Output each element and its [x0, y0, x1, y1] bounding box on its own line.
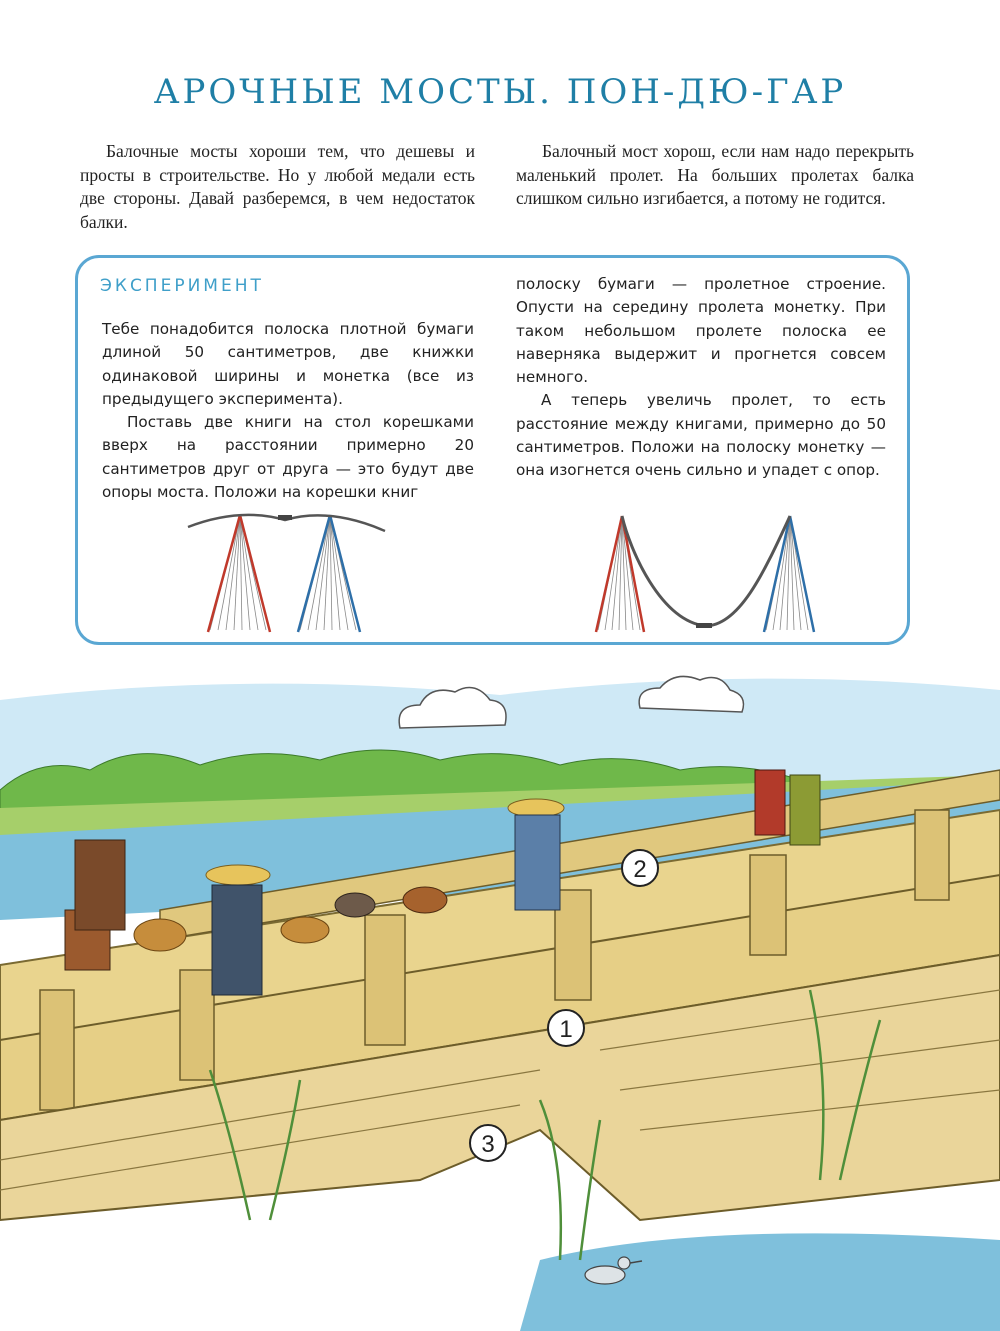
- intro-left-paragraph: Балочные мосты хороши тем, что дешевы и просты в строительстве. Но у любой медали есть две стороны. Давай разберемся, в чем недостаток балки.: [80, 141, 475, 232]
- experiment-left-column: [102, 318, 474, 504]
- large-span-figure: [590, 510, 830, 635]
- marker-1: [548, 1010, 584, 1046]
- experiment-heading: ЭКСПЕРИМЕНТ: [100, 276, 264, 296]
- coin: [278, 515, 292, 520]
- marker-1-label: 1: [559, 1016, 573, 1043]
- intro-right-paragraph: Балочный мост хорош, если нам надо перекрыть маленький пролет. На больших пролетах балка слишком сильно изгибается, а потому не годится.: [516, 141, 914, 208]
- experiment-paragraph-3: полоску бумаги — пролетное строение. Опусти на середину пролета монетку. При таком небольшом пролете полоска ее наверняка выдержит и прогнется совсем немного.: [516, 275, 886, 387]
- marker-3-label: 3: [481, 1131, 495, 1158]
- experiment-right-column: [516, 273, 886, 483]
- marker-3: [470, 1125, 506, 1161]
- marker-2-label: 2: [633, 856, 647, 883]
- coin: [696, 623, 712, 628]
- bridge-illustration: [0, 660, 1000, 1331]
- page-title: АРОЧНЫЕ МОСТЫ. ПОН-ДЮ-ГАР: [153, 72, 847, 112]
- right-book-covers: [764, 516, 814, 632]
- experiment-paragraph-4: А теперь увеличь пролет, то есть расстояние между книгами, примерно до 50 сантиметров. Положи на полоску монетку — она изогнется очень сильно и упадет с опор.: [516, 391, 886, 480]
- right-book-pages: [300, 515, 356, 630]
- small-span-figure: [180, 505, 390, 635]
- left-book-covers: [596, 516, 644, 632]
- left-book-pages: [210, 515, 266, 630]
- experiment-paragraph-1: Тебе понадобится полоска плотной бумаги длиной 50 сантиметров, две книжки одинаковой ширины и монетка (все из предыдущего эксперимента).: [102, 320, 474, 408]
- paper-strip: [622, 516, 790, 626]
- marker-2: [622, 850, 658, 886]
- experiment-paragraph-2: Поставь две книги на стол корешками вверх на расстоянии примерно 20 сантиметров друг от друга — это будут две опоры моста. Положи на корешки книг: [102, 413, 474, 502]
